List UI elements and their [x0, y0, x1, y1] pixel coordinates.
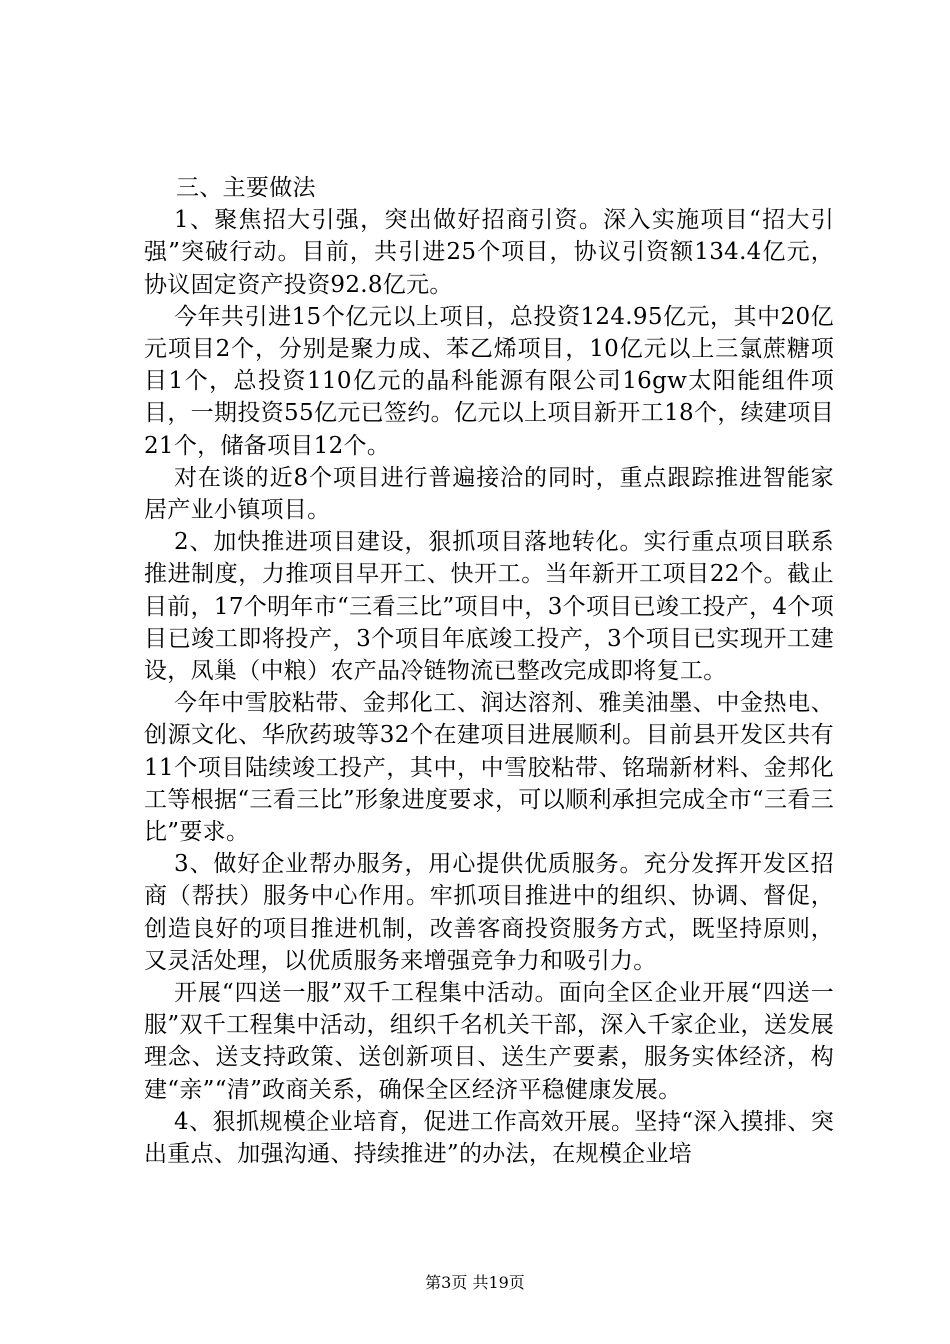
page-footer	[0, 1270, 950, 1293]
paragraph-1: 1、聚焦招大引强，突出做好招商引资。深入实施项目“招大引强”突破行动。目前，共引进25个项目，协议引资额134.4亿元，协议固定资产投资92.8亿元。	[144, 207, 834, 298]
paragraph-6: 3、做好企业帮办服务，用心提供优质服务。充分发挥开发区招商（帮扶）服务中心作用。牢抓项目推进中的组织、协调、督促，创造良好的项目推进机制，改善客商投资服务方式，既坚持原则，又灵活处理，以优质服务来增强竞争力和吸引力。	[144, 851, 834, 974]
paragraph-4: 2、加快推进项目建设，狠抓项目落地转化。实行重点项目联系推进制度，力推项目早开工、快开工。当年新开工项目22个。截止目前，17个明年市“三看三比”项目中，3个项目已竣工投产，4个项目已竣工即将投产，3个项目年底竣工投产，3个项目已实现开工建设，凤巢（中粮）农产品冷链物流已整改完成即将复工。	[144, 529, 834, 685]
paragraph-5: 今年中雪胶粘带、金邦化工、润达溶剂、雅美油墨、中金热电、创源文化、华欣药玻等32个在建项目进展顺利。目前县开发区共有11个项目陆续竣工投产，其中，中雪胶粘带、铭瑞新材料、金邦化工等根据“三看三比”形象进度要求，可以顺利承担完成全市“三看三比”要求。	[144, 690, 834, 846]
document-body	[144, 172, 834, 1170]
page-number: 第3页 共19页	[425, 1273, 525, 1292]
paragraph-2: 今年共引进15个亿元以上项目，总投资124.95亿元，其中20亿元项目2个，分别是聚力成、苯乙烯项目，10亿元以上三氯蔗糖项目1个，总投资110亿元的晶科能源有限公司16gw太阳能组件项目，一期投资55亿元已签约。亿元以上项目新开工18个，续建项目21个，储备项目12个。	[144, 303, 834, 459]
section-heading: 三、主要做法	[176, 175, 316, 201]
paragraph-7: 开展“四送一服”双千工程集中活动。面向全区企业开展“四送一服”双千工程集中活动，组织千名机关干部，深入千家企业，送发展理念、送支持政策、送创新项目、送生产要素，服务实体经济，构建“亲”“清”政商关系，确保全区经济平稳健康发展。	[144, 980, 834, 1103]
paragraph-8: 4、狠抓规模企业培育，促进工作高效开展。坚持“深入摸排、突出重点、加强沟通、持续推进”的办法，在规模企业培	[144, 1108, 834, 1168]
paragraph-3: 对在谈的近8个项目进行普遍接洽的同时，重点跟踪推进智能家居产业小镇项目。	[144, 464, 834, 524]
